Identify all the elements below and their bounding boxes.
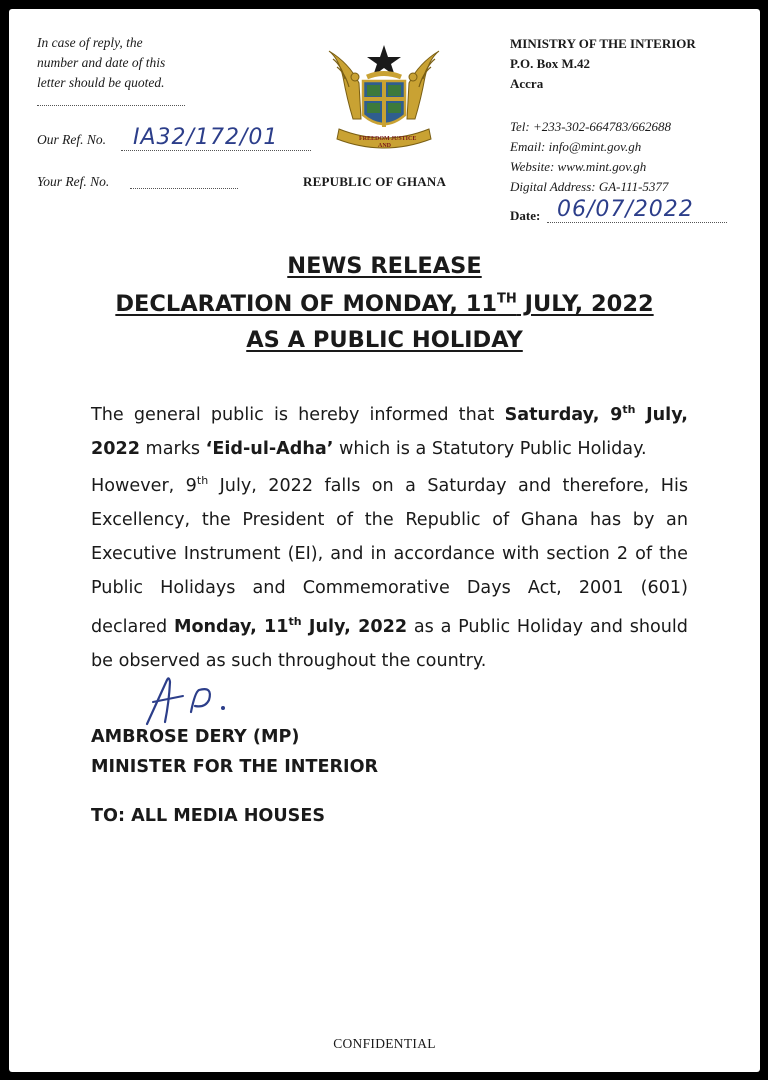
your-ref-line	[130, 188, 238, 189]
ghana-coat-of-arms-icon	[319, 37, 449, 157]
signatory-title: MINISTER FOR THE INTERIOR	[91, 757, 379, 777]
declaration-heading: DECLARATION OF MONDAY, 11TH JULY, 2022	[115, 291, 654, 317]
ministry-name: MINISTRY OF THE INTERIOR	[510, 36, 696, 51]
telephone: Tel: +233-302-664783/662688	[510, 119, 672, 134]
ministry-address	[510, 34, 696, 94]
news-release-heading: NEWS RELEASE	[287, 253, 482, 279]
republic-of-ghana: REPUBLIC OF GHANA	[303, 174, 447, 189]
motto-freedom: FREEDOM	[359, 136, 390, 142]
paragraph-1: The general public is hereby informed that Saturday, 9th July, 2022 marks ‘Eid-ul-Adha’ which is a Statutory Public Holiday.	[91, 403, 688, 459]
po-box: P.O. Box M.42	[510, 56, 591, 71]
our-ref-line	[121, 150, 311, 151]
public-holiday-heading: AS A PUBLIC HOLIDAY	[246, 327, 523, 353]
your-ref-label: Your Ref. No.	[37, 174, 110, 189]
our-ref-label: Our Ref. No.	[37, 132, 106, 147]
city: Accra	[510, 76, 544, 91]
date-label: Date:	[510, 208, 541, 223]
motto-and: AND	[378, 143, 391, 149]
ministry-contacts	[510, 117, 671, 197]
digital-address: Digital Address: GA-111-5377	[510, 179, 669, 194]
date-value: 06/07/2022	[557, 197, 694, 222]
date-line	[547, 222, 727, 223]
our-ref-value: IA32/172/01	[133, 125, 279, 150]
email: Email: info@mint.gov.gh	[510, 139, 642, 154]
distribution-line: TO: ALL MEDIA HOUSES	[91, 806, 326, 826]
motto-justice: JUSTICE	[391, 136, 417, 142]
confidential-footer: CONFIDENTIAL	[333, 1036, 436, 1051]
reply-instruction: In case of reply, the number and date of this letter should be quoted.	[37, 35, 166, 90]
signatory	[91, 722, 378, 782]
signatory-name: AMBROSE DERY (MP)	[91, 727, 300, 747]
website: Website: www.mint.gov.gh	[510, 159, 647, 174]
paragraph-2: However, 9th July, 2022 falls on a Saturday and therefore, His Excellency, the President of the Republic of Ghana has by an Executive Instrument (EI), and in accordance with section 2 of the Public Holidays and Commemorative Days Act, 2001 (601) declared Monday, 11th July, 2022 as a Public Holiday and should be observed as such throughout the country.	[91, 474, 688, 671]
letter-page	[9, 9, 760, 1072]
divider	[37, 105, 185, 106]
